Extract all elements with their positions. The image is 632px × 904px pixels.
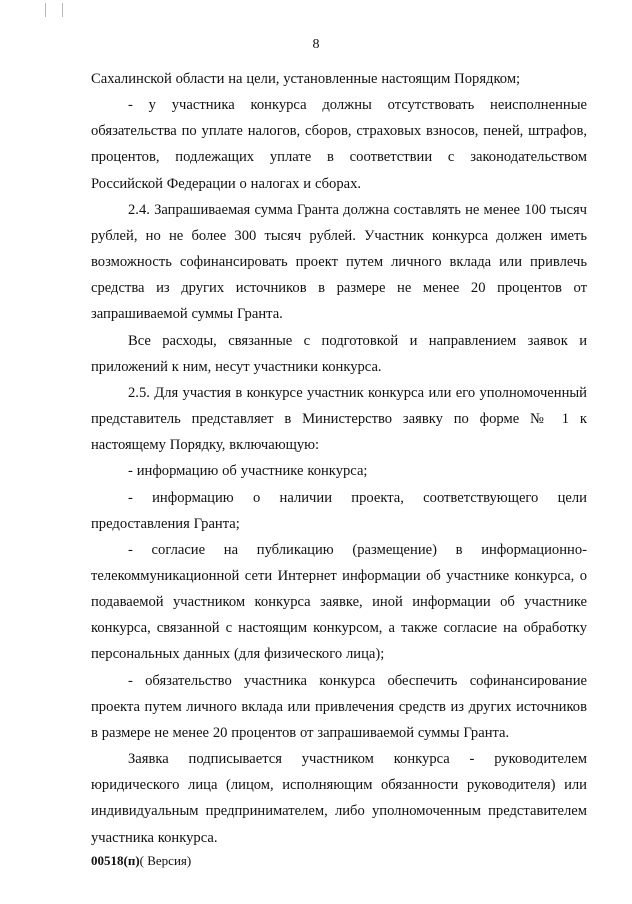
paragraph: Все расходы, связанные с подготовкой и направлением заявок и приложений к ним, несут участники конкурса. bbox=[91, 332, 587, 375]
document-version: ( Версия) bbox=[139, 853, 192, 868]
document-footer bbox=[91, 853, 191, 868]
paragraph: 2.4. Запрашиваемая сумма Гранта должна составлять не менее 100 тысяч рублей, но не более 300 тысяч рублей. Участник конкурса должен иметь возможность софинансировать проект путем личного вклада или привлечь средства из других источников в размере не менее 20 процентов от запрашиваемой суммы Гранта. bbox=[91, 201, 587, 323]
paragraph: Заявка подписывается участником конкурса - руководителем юридического лица (лицом, исполняющим обязанности руководителя) или индивидуальным предпринимателем, либо уполномоченным представителем участника конкурса. bbox=[91, 751, 587, 846]
scan-mark bbox=[45, 3, 46, 17]
document-code: 00518(п) bbox=[91, 853, 140, 868]
page-number: 8 bbox=[312, 37, 320, 52]
document-body bbox=[91, 66, 587, 851]
list-item: - информацию о наличии проекта, соответствующего цели предоставления Гранта; bbox=[91, 489, 587, 532]
paragraph: 2.5. Для участия в конкурсе участник конкурса или его уполномоченный представитель представляет в Министерство заявку по форме № 1 к настоящему Порядку, включающую: bbox=[91, 384, 587, 454]
paragraph: - у участника конкурса должны отсутствовать неисполненные обязательства по уплате налогов, сборов, страховых взносов, пеней, штрафов, процентов, подлежащих уплате в соответствии с законодательством Российской Федерации о налогах и сборах. bbox=[91, 97, 587, 192]
scan-mark bbox=[62, 3, 63, 17]
paragraph: Сахалинской области на цели, установленные настоящим Порядком; bbox=[91, 71, 521, 87]
list-item: - обязательство участника конкурса обеспечить софинансирование проекта путем личного вклада или привлечения средств из других источников в размере не менее 20 процентов от запрашиваемой суммы Гранта. bbox=[91, 672, 587, 741]
list-item: - информацию об участнике конкурса; bbox=[128, 463, 368, 480]
list-item: - согласие на публикацию (размещение) в информационно-телекоммуникационной сети Интернет информации об участнике конкурса, о подаваемой участником конкурса заявке, иной информации об участнике конкурса, связанной с настоящим конкурсом, а также согласие на обработку персональных данных (для физического лица); bbox=[91, 541, 587, 663]
